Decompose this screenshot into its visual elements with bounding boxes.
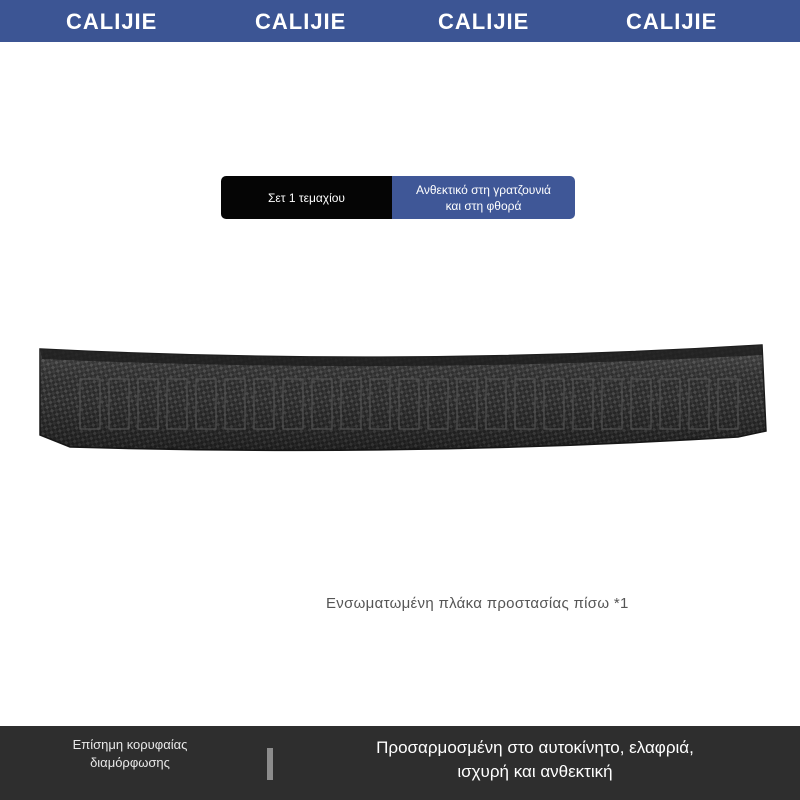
carbon-fiber-bumper-protector-icon (30, 335, 775, 465)
brand-logo-text: CALIJIE (66, 9, 158, 34)
set-count-label: Σετ 1 τεμαχίου (268, 190, 345, 205)
set-count-tag (221, 176, 392, 219)
durability-label-line2: και στη φθορά (445, 198, 522, 213)
footer-bar (0, 726, 800, 800)
brand-logo-text: CALIJIE (438, 9, 530, 34)
footer-right-line1: Προσαρμοσμένη στο αυτοκίνητο, ελαφριά, (376, 738, 694, 757)
brand-logo-text: CALIJIE (626, 9, 718, 34)
footer-left-line2: διαμόρφωσης (90, 755, 170, 770)
footer-divider (267, 748, 273, 780)
durability-tag (392, 176, 575, 219)
feature-tags (221, 176, 575, 219)
brand-header (0, 0, 800, 42)
product-caption: Ενσωματωμένη πλάκα προστασίας πίσω *1 (326, 595, 629, 612)
footer-right-text (300, 736, 770, 784)
footer-left-line1: Επίσημη κορυφαίας (72, 737, 188, 752)
footer-right-line2: ισχυρή και ανθεκτική (457, 762, 613, 781)
footer-left-text (40, 736, 220, 772)
durability-label-line1: Ανθεκτικό στη γρατζουνιά (416, 182, 551, 197)
brand-logo-text: CALIJIE (255, 9, 347, 34)
